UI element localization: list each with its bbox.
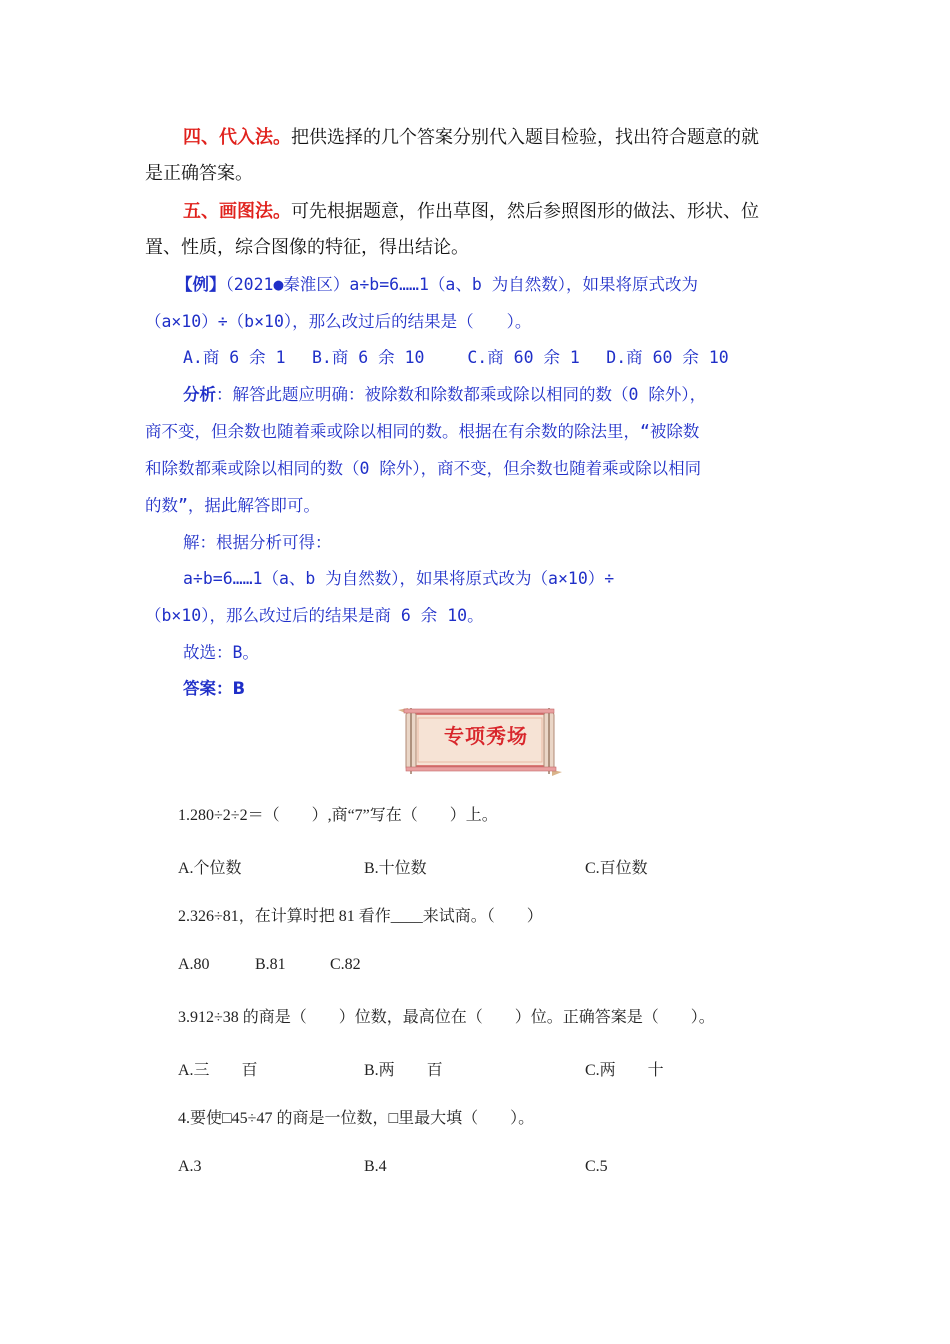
example-line-1: [176, 273, 698, 297]
analysis-text: ：解答此题应明确：被除数和除数都乘或除以相同的数（0 除外），: [216, 385, 707, 404]
question-4-option-b: B.4: [364, 1158, 387, 1175]
method-5-line-2: 置、性质，综合图像的特征，得出结论。: [145, 237, 469, 258]
question-1: 1.280÷2÷2＝（ ）,商“7”写在（ ）上。: [178, 807, 498, 824]
question-2-option-c: C.82: [330, 956, 361, 973]
method-5-text: 可先根据题意，作出草图，然后参照图形的做法、形状、位: [291, 201, 759, 222]
question-3-option-b: B.两 百: [364, 1062, 443, 1079]
banner-title: 专项秀场: [444, 724, 528, 748]
solution-line-3: （b×10），那么改过后的结果是商 6 余 10。: [145, 606, 484, 625]
question-2-option-a: A.80: [178, 956, 210, 973]
method-4-title: 四、代入法。: [183, 127, 291, 148]
question-1-option-b: B.十位数: [364, 860, 427, 877]
example-line-2: （a×10）÷（b×10），那么改过后的结果是（ ）。: [145, 312, 532, 331]
question-1-option-a: A.个位数: [178, 860, 242, 877]
method-4-line-2: 是正确答案。: [145, 163, 253, 184]
choose-line: 故选：B。: [183, 643, 259, 662]
example-question: （2021●秦淮区）a÷b=6……1（a、b 为自然数），如果将原式改为: [225, 275, 698, 294]
analysis-line-1: [183, 383, 706, 407]
section-banner: [396, 706, 564, 776]
method-5-line-1: [183, 200, 759, 224]
question-4-option-c: C.5: [585, 1158, 608, 1175]
question-1-option-c: C.百位数: [585, 860, 648, 877]
analysis-line-2: 商不变，但余数也随着乘或除以相同的数。根据在有余数的除法里，“被除数: [145, 422, 700, 441]
question-3-option-a: A.三 百: [178, 1062, 258, 1079]
question-4-option-a: A.3: [178, 1158, 202, 1175]
question-2-option-b: B.81: [255, 956, 286, 973]
example-options: A.商 6 余 1 B.商 6 余 10 C.商 60 余 1 D.商 60 余 10: [183, 348, 729, 367]
answer-line: 答案：B: [183, 679, 246, 698]
solution-line-1: 解：根据分析可得：: [183, 533, 332, 552]
method-4-text: 把供选择的几个答案分别代入题目检验，找出符合题意的就: [291, 127, 759, 148]
question-3: 3.912÷38 的商是（ ）位数，最高位在（ ）位。正确答案是（ ）。: [178, 1009, 715, 1026]
method-4-line-1: [183, 126, 759, 150]
solution-line-2: a÷b=6……1（a、b 为自然数），如果将原式改为（a×10）÷: [183, 569, 615, 588]
analysis-line-3: 和除数都乘或除以相同的数（0 除外），商不变，但余数也随着乘或除以相同: [145, 459, 702, 478]
question-2: 2.326÷81，在计算时把 81 看作____来试商。（ ）: [178, 908, 543, 925]
question-4: 4.要使□45÷47 的商是一位数，□里最大填（ ）。: [178, 1110, 535, 1127]
example-tag: 【例】: [176, 275, 226, 294]
analysis-line-4: 的数”，据此解答即可。: [145, 496, 320, 515]
method-5-title: 五、画图法。: [183, 201, 291, 222]
question-3-option-c: C.两 十: [585, 1062, 664, 1079]
analysis-label: 分析: [183, 385, 216, 404]
